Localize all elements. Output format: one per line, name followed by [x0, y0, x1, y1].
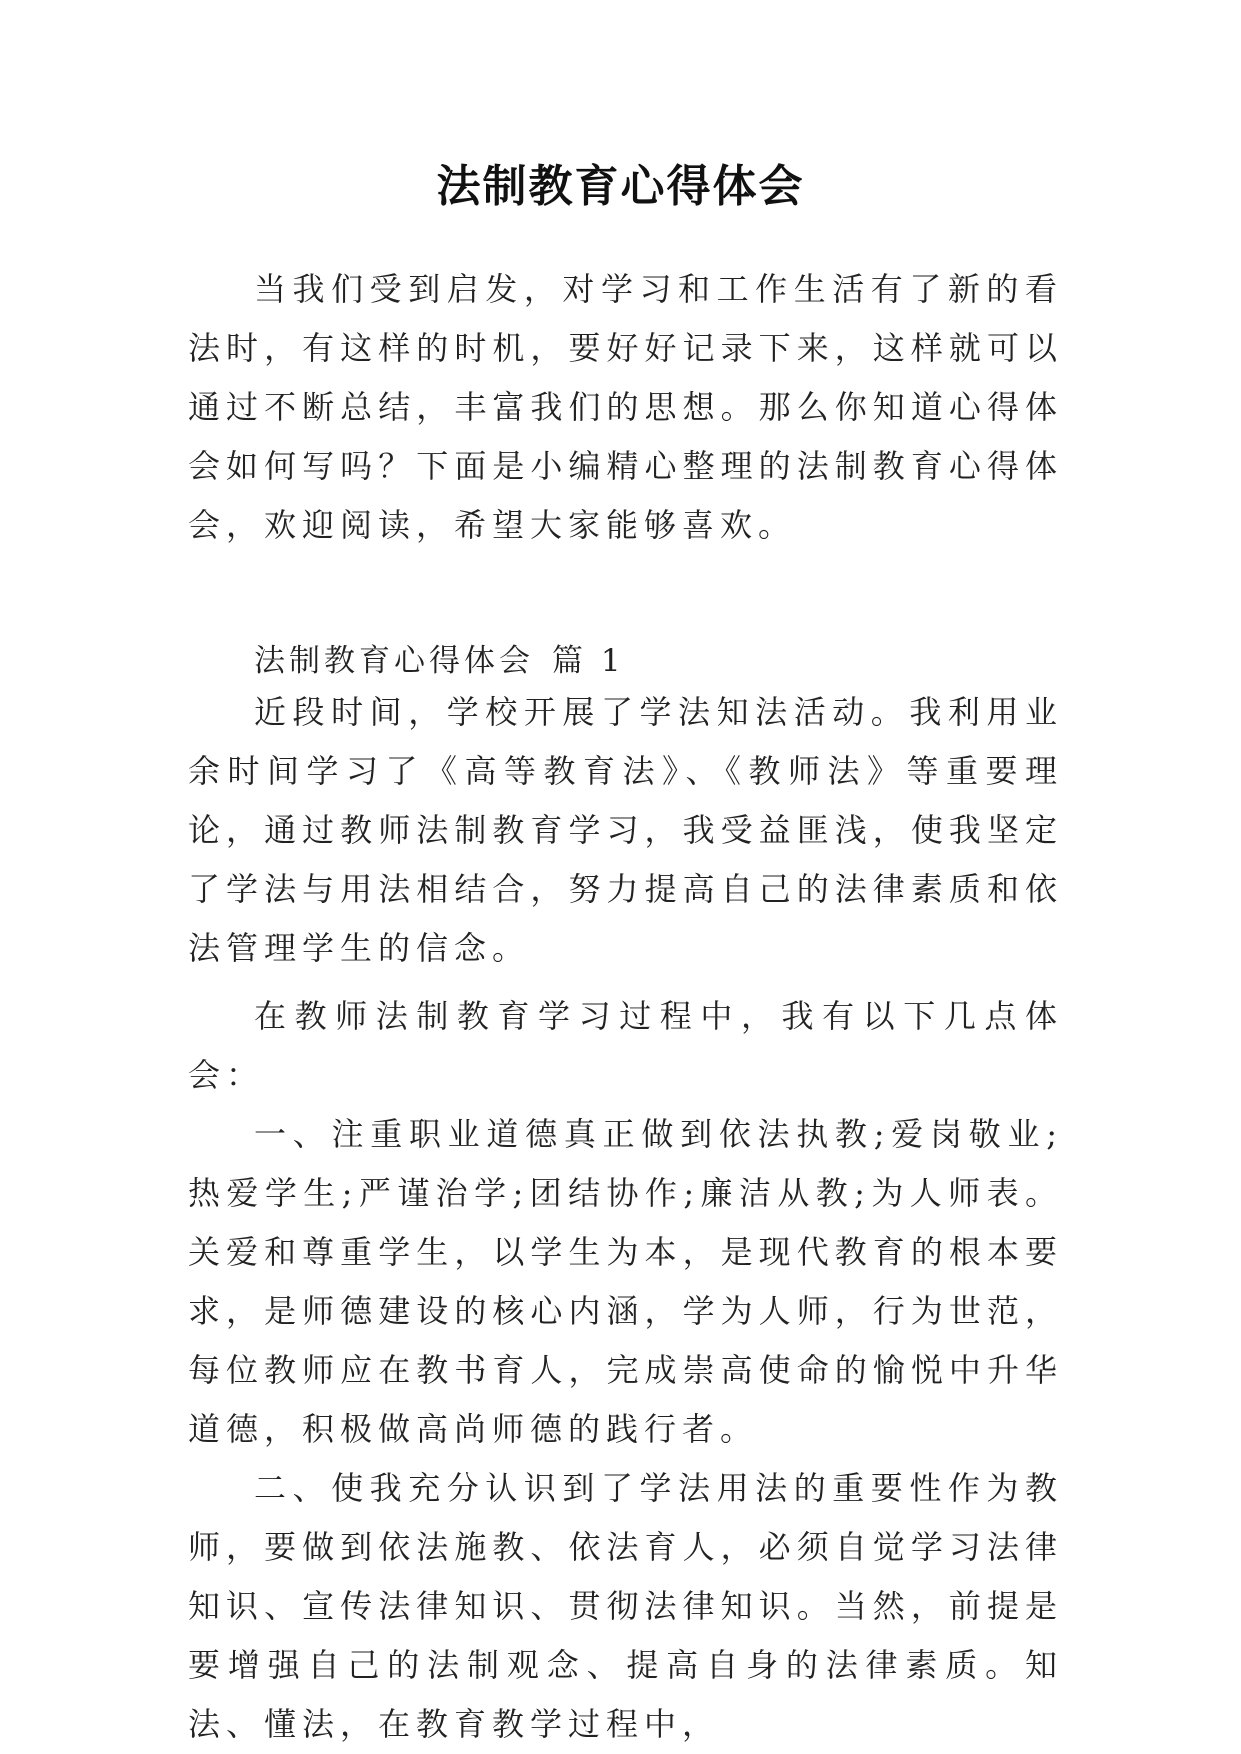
body-paragraph: 近段时间，学校开展了学法知法活动。我利用业余时间学习了《高等教育法》、《教师法》等重要理论，通过教师法制教育学习，我受益匪浅，使我坚定了学法与用法相结合，努力提高自己的法律素质和依法管理学生的信念。 [188, 693, 1063, 967]
intro-paragraph: 当我们受到启发，对学习和工作生活有了新的看法时，有这样的时机，要好好记录下来，这样就可以通过不断总结，丰富我们的思想。那么你知道心得体会如何写吗？下面是小编精心整理的法制教育心得体会，欢迎阅读，希望大家能够喜欢。 [188, 270, 1063, 544]
intro-paragraph-block [188, 260, 1063, 555]
section-heading-text: 法制教育心得体会 [254, 643, 534, 679]
document-title: 法制教育心得体会 [436, 161, 805, 212]
body-paragraph-block-1 [188, 683, 1063, 978]
body-paragraph: 在教师法制教育学习过程中，我有以下几点体会： [188, 997, 1063, 1094]
section-part-label: 篇 1 [552, 643, 625, 679]
body-paragraph-block-2 [188, 987, 1063, 1754]
body-paragraph: 二、使我充分认识到了学法用法的重要性作为教师，要做到依法施教、依法育人，必须自觉学习法律知识、宣传法律知识、贯彻法律知识。当然，前提是要增强自己的法制观念、提高自身的法律素质。知法、懂法，在教育教学过程中， [188, 1469, 1063, 1743]
body-paragraph: 一、注重职业道德真正做到依法执教;爱岗敬业;热爱学生;严谨治学;团结协作;廉洁从教;为人师表。关爱和尊重学生，以学生为本，是现代教育的根本要求，是师德建设的核心内涵，学为人师，行为世范，每位教师应在教书育人，完成崇高使命的愉悦中升华道德，积极做高尚师德的践行者。 [188, 1115, 1063, 1448]
section-heading [254, 635, 625, 680]
